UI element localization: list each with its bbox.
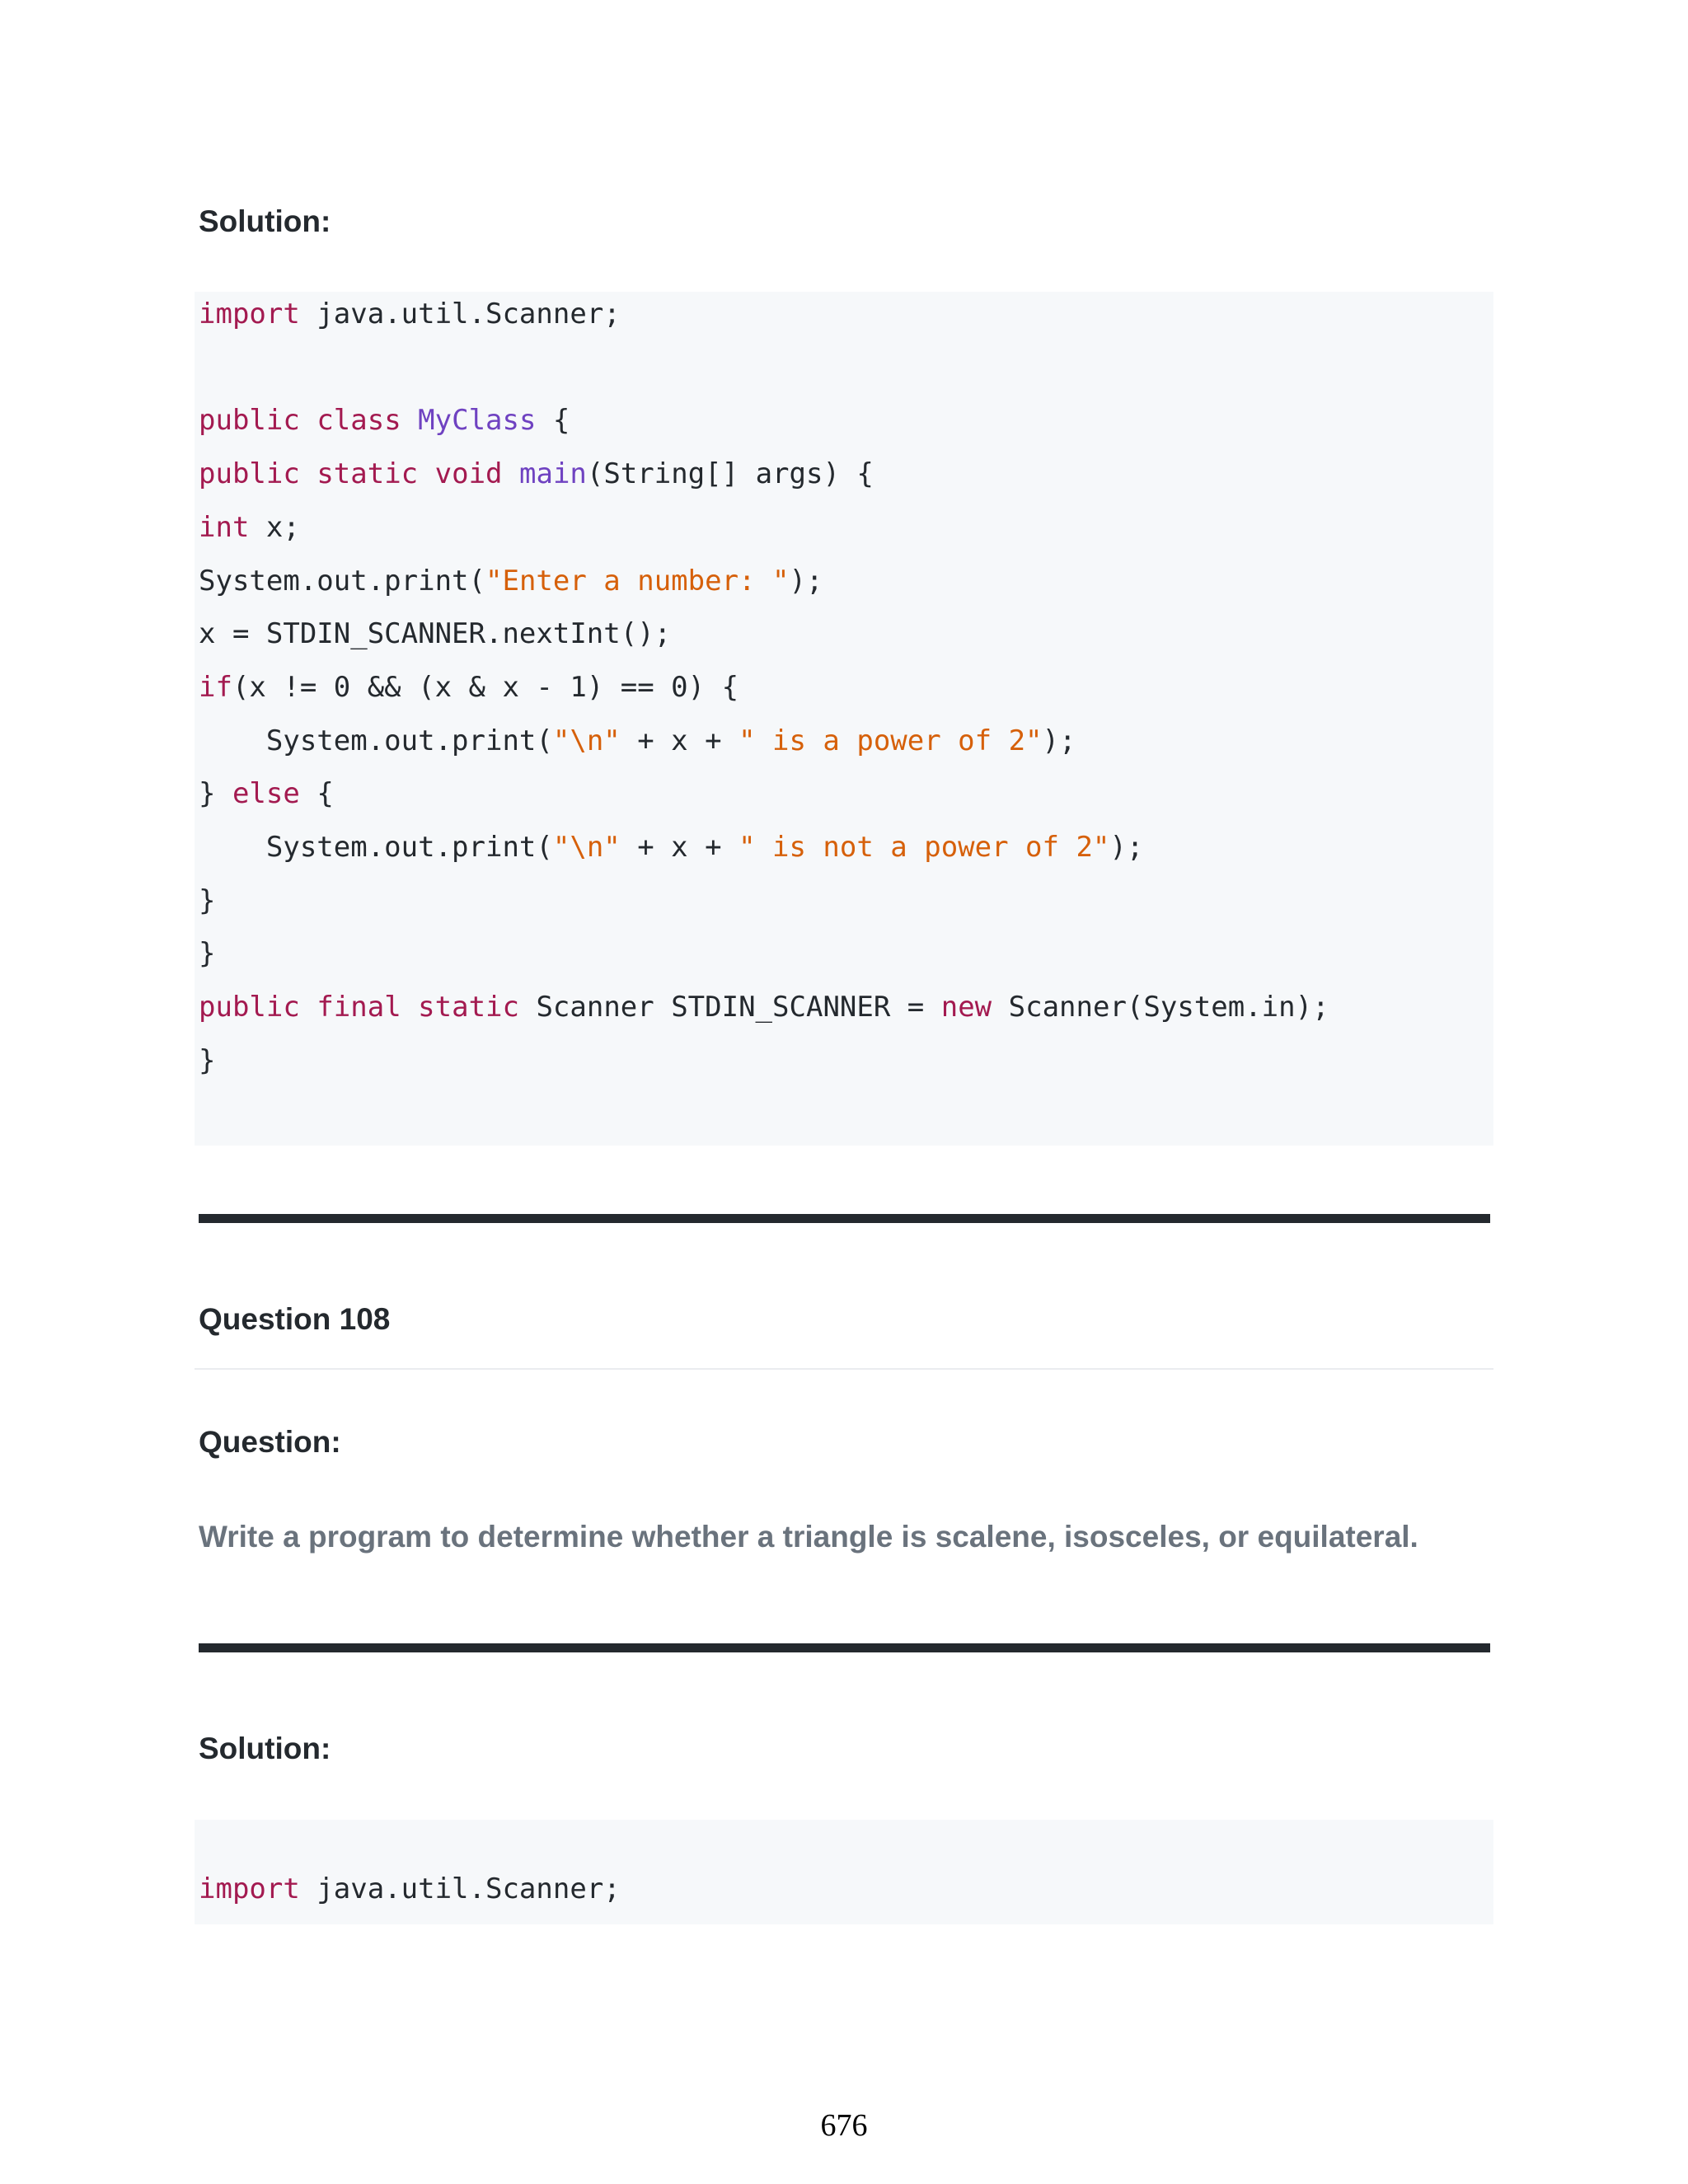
code-line <box>199 831 1144 864</box>
code-token: " is a power of 2" <box>738 724 1043 757</box>
code-token: + x + <box>620 831 739 864</box>
code-token: Scanner(System.in); <box>992 991 1329 1024</box>
page-number: 676 <box>820 2108 868 2143</box>
heading-underline <box>195 1368 1493 1370</box>
code-token <box>300 404 316 437</box>
code-token: java.util.Scanner; <box>299 1872 621 1905</box>
code-token: System.out.print( <box>199 564 485 598</box>
code-token: } <box>199 777 232 811</box>
code-token: "\n" <box>552 724 621 757</box>
code-token: } <box>199 883 216 917</box>
question-text: Write a program to determine whether a triangle is scalene, isosceles, or equilateral. <box>199 1520 1418 1554</box>
question-number-heading: Question 108 <box>199 1302 391 1336</box>
code-line <box>199 457 874 491</box>
code-line <box>199 404 570 438</box>
code-token: ); <box>1109 831 1144 864</box>
code-token: MyClass <box>418 404 537 438</box>
code-token: + x + <box>620 724 739 757</box>
code-token: "\n" <box>552 831 621 864</box>
code-line <box>199 724 1076 757</box>
code-token <box>503 457 519 490</box>
code-line <box>199 883 216 917</box>
code-token: static <box>316 457 419 491</box>
code-line <box>199 670 739 704</box>
code-token: System.out.print( <box>199 831 553 864</box>
code-line <box>199 1872 621 1905</box>
question-label: Question: <box>199 1425 341 1459</box>
code-token: else <box>232 777 300 811</box>
solution-heading: Solution: <box>199 204 331 238</box>
code-token: System.out.print( <box>199 724 553 757</box>
code-line <box>199 937 216 971</box>
code-token: new <box>940 991 992 1024</box>
code-token: " is not a power of 2" <box>738 831 1110 864</box>
code-token: import <box>199 298 300 330</box>
code-token <box>401 991 418 1024</box>
code-token: static <box>418 991 519 1024</box>
solution-heading: Solution: <box>199 1732 331 1765</box>
section-divider <box>199 1214 1490 1223</box>
code-token <box>401 404 418 437</box>
code-token: class <box>316 404 401 438</box>
code-line <box>199 510 300 544</box>
code-line <box>199 564 823 598</box>
code-token: } <box>199 1043 216 1077</box>
code-token: Scanner STDIN_SCANNER = <box>518 991 941 1024</box>
code-token: (x != 0 && (x & x - 1) == 0) { <box>232 670 739 704</box>
code-token: x; <box>249 510 300 544</box>
code-token: (String[] args) { <box>586 457 874 491</box>
code-token: x = STDIN_SCANNER.nextInt(); <box>199 617 672 651</box>
code-token: { <box>536 404 570 438</box>
code-token: { <box>299 777 334 811</box>
code-token: final <box>316 991 401 1024</box>
code-line <box>199 991 1329 1024</box>
code-token: } <box>199 937 216 971</box>
section-divider <box>199 1643 1490 1652</box>
code-token: import <box>199 1872 300 1905</box>
code-block <box>195 292 1493 1146</box>
code-token <box>300 991 316 1024</box>
code-block <box>195 1820 1493 1924</box>
code-token: ); <box>1042 724 1076 757</box>
code-token: void <box>434 457 503 491</box>
code-token: int <box>199 510 250 544</box>
code-token: public <box>199 991 300 1024</box>
code-token: public <box>199 404 300 438</box>
code-token: public <box>199 457 300 491</box>
code-token: "Enter a number: " <box>485 564 790 598</box>
code-token <box>300 457 316 490</box>
code-token: java.util.Scanner; <box>299 298 621 330</box>
code-token <box>418 457 434 490</box>
code-token: ); <box>789 564 823 598</box>
code-token: main <box>519 457 587 491</box>
code-line <box>199 300 621 328</box>
code-token: if <box>199 670 232 704</box>
code-line <box>199 1043 216 1077</box>
code-line <box>199 777 334 811</box>
code-line <box>199 617 672 651</box>
